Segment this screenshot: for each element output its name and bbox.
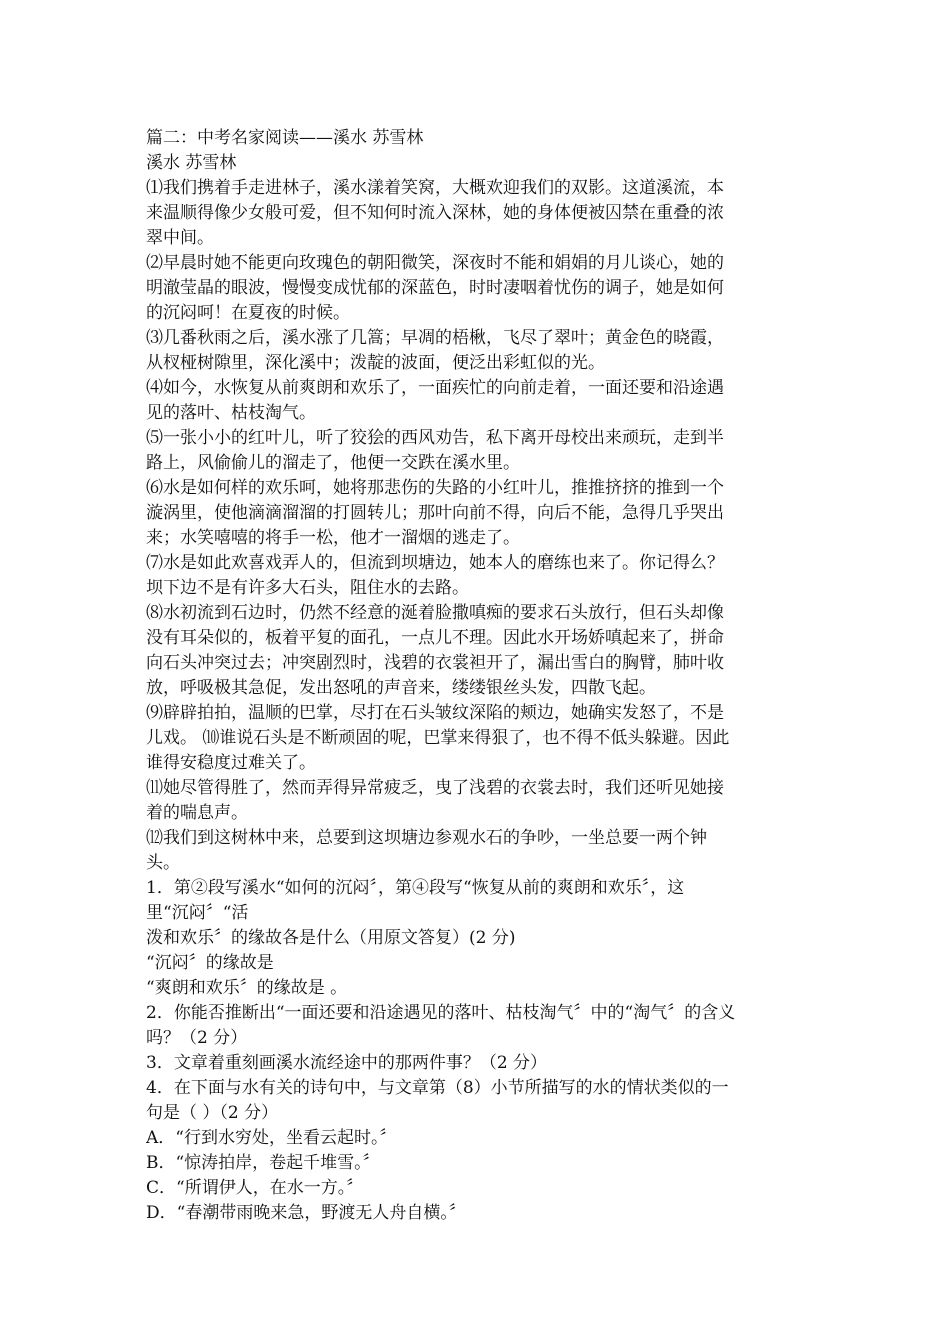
text-line: ⑸一张小小的红叶儿，听了狡狯的西风劝告，私下离开母校出来顽玩，走到半 (146, 428, 724, 448)
document-title: 篇二：中考名家阅读——溪水 苏雪林 (146, 128, 424, 148)
text-line: ⑾她尽管得胜了，然而弄得异常疲乏，曳了浅碧的衣裳去时，我们还听见她接 (146, 778, 724, 798)
text-line: ⑵早晨时她不能更向玫瑰色的朝阳微笑，深夜时不能和娟娟的月儿谈心，她的 (146, 253, 724, 273)
text-line: 放，呼吸极其急促，发出怒吼的声音来，缕缕银丝头发，四散飞起。 (146, 678, 656, 698)
text-line: 句是（ ）（2 分） (146, 1103, 279, 1123)
text-line: 里“沉闷〞“活 (146, 903, 249, 923)
text-line: 1．第②段写溪水“如何的沉闷〞，第④段写“恢复从前的爽朗和欢乐〞，这 (146, 878, 685, 898)
text-line: 明澈莹晶的眼波，慢慢变成忧郁的深蓝色，时时凄咽着忧伤的调子，她是如何 (146, 278, 724, 298)
text-line: 坝下边不是有许多大石头，阻住水的去路。 (146, 578, 469, 598)
text-line: ⑴我们携着手走进林子，溪水漾着笑窝，大概欢迎我们的双影。这道溪流，本 (146, 178, 724, 198)
text-line: 没有耳朵似的，板着平复的面孔，一点儿不理。因此水开场娇嗔起来了，拼命 (146, 628, 724, 648)
text-line: 着的喘息声。 (146, 803, 248, 823)
text-line: 向石头冲突过去；冲突剧烈时，浅碧的衣裳袒开了，漏出雪白的胸臂，肺叶收 (146, 653, 724, 673)
text-line: 的沉闷呵！在夏夜的时候。 (146, 303, 350, 323)
text-line: A．“行到水穷处，坐看云起时。〞 (146, 1128, 397, 1148)
text-line: ⑿我们到这树林中来，总要到这坝塘边参观水石的争吵，一坐总要一两个钟 (146, 828, 707, 848)
document-body (146, 126, 810, 1226)
text-line: 4．在下面与水有关的诗句中，与文章第（8）小节所描写的水的情状类似的一 (146, 1078, 729, 1098)
text-line: 见的落叶、枯枝淘气。 (146, 403, 316, 423)
text-line: 吗？（2 分） (146, 1028, 248, 1048)
text-line: “沉闷〞的缘故是 (146, 953, 274, 973)
text-line: 头。 (146, 853, 180, 873)
text-line: 3．文章着重刻画溪水流经途中的那两件事？（2 分） (146, 1053, 548, 1073)
text-line: D．“春潮带雨晚来急，野渡无人舟自横。〞 (146, 1203, 466, 1223)
article-heading: 溪水 苏雪林 (146, 153, 237, 173)
text-line: 来；水笑嘻嘻的将手一松，他才一溜烟的逃走了。 (146, 528, 520, 548)
text-line: 儿戏。 ⑽谁说石头是不断顽固的呢，巴掌来得狠了，也不得不低头躲避。因此 (146, 728, 730, 748)
text-line: 2．你能否推断出“一面还要和沿途遇见的落叶、枯枝淘气〞中的“淘气〞的含义 (146, 1003, 736, 1023)
text-line: ⑶几番秋雨之后，溪水涨了几篙；早凋的梧楸，飞尽了翠叶；黄金色的晓霞， (146, 328, 724, 348)
text-line: B．“惊涛拍岸，卷起千堆雪。〞 (146, 1153, 380, 1173)
text-line: 谁得安稳度过难关了。 (146, 753, 316, 773)
text-line: “爽朗和欢乐〞的缘故是 。 (146, 978, 348, 998)
text-line: ⑷如今，水恢复从前爽朗和欢乐了，一面疾忙的向前走着，一面还要和沿途遇 (146, 378, 724, 398)
text-line: 漩涡里，使他滴滴溜溜的打圆转儿；那叶向前不得，向后不能，急得几乎哭出 (146, 503, 724, 523)
text-line: 从杈桠树隙里，深化溪中；泼靛的波面，便泛出彩虹似的光。 (146, 353, 605, 373)
text-line: ⑺水是如此欢喜戏弄人的，但流到坝塘边，她本人的磨练也来了。你记得么？ (146, 553, 724, 573)
text-line: ⑼辟辟拍拍，温顺的巴掌，尽打在石头皱纹深陷的颊边，她确实发怒了，不是 (146, 703, 724, 723)
text-line: 路上，风偷偷儿的溜走了，他便一交跌在溪水里。 (146, 453, 520, 473)
text-line: ⑻水初流到石边时，仍然不经意的涎着脸撒嗔痴的要求石头放行，但石头却像 (146, 603, 724, 623)
text-line: C．“所谓伊人，在水一方。〞 (146, 1178, 364, 1198)
text-line: 泼和欢乐〞的缘故各是什么（用原文答复）(2 分) (146, 928, 516, 948)
text-line: ⑹水是如何样的欢乐呵，她将那悲伤的失路的小红叶儿，推推挤挤的推到一个 (146, 478, 724, 498)
text-line: 来温顺得像少女般可爱，但不知何时流入深林，她的身体便被囚禁在重叠的浓 (146, 203, 724, 223)
text-line: 翠中间。 (146, 228, 214, 248)
